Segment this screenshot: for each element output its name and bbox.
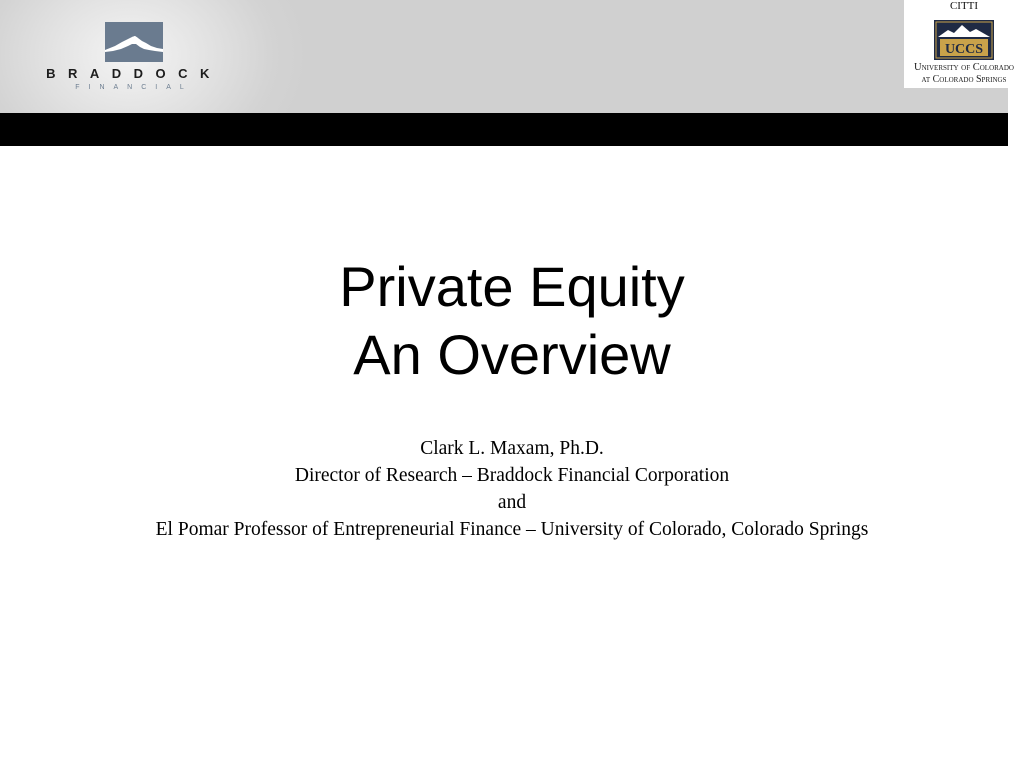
uccs-university-line: University of Colorado — [914, 62, 1014, 73]
role-braddock: Director of Research – Braddock Financial Corporation — [294, 465, 730, 486]
black-bar — [0, 113, 1008, 146]
slide-title — [0, 253, 1024, 389]
conjunction-text: and — [497, 492, 527, 513]
braddock-subname: FINANCIAL — [75, 84, 193, 91]
uccs-emblem-text: UCCS — [944, 42, 984, 57]
mountain-icon — [934, 20, 994, 60]
uccs-campus-line: at Colorado Springs — [921, 74, 1007, 85]
uccs-logo — [904, 0, 1024, 88]
author-name: Clark L. Maxam, Ph.D. — [420, 438, 604, 459]
title-line-2: An Overview — [353, 323, 671, 386]
braddock-logo — [28, 22, 240, 96]
slide-subtitle — [150, 435, 874, 541]
header-band — [0, 0, 1008, 113]
mountain-icon — [105, 22, 163, 62]
braddock-name: BRADDOCK — [46, 66, 222, 81]
title-line-1: Private Equity — [339, 255, 685, 318]
role-uccs: El Pomar Professor of Entrepreneurial Finance – University of Colorado, Colorado Springs — [155, 519, 869, 540]
citti-label: CITTI — [949, 0, 979, 12]
